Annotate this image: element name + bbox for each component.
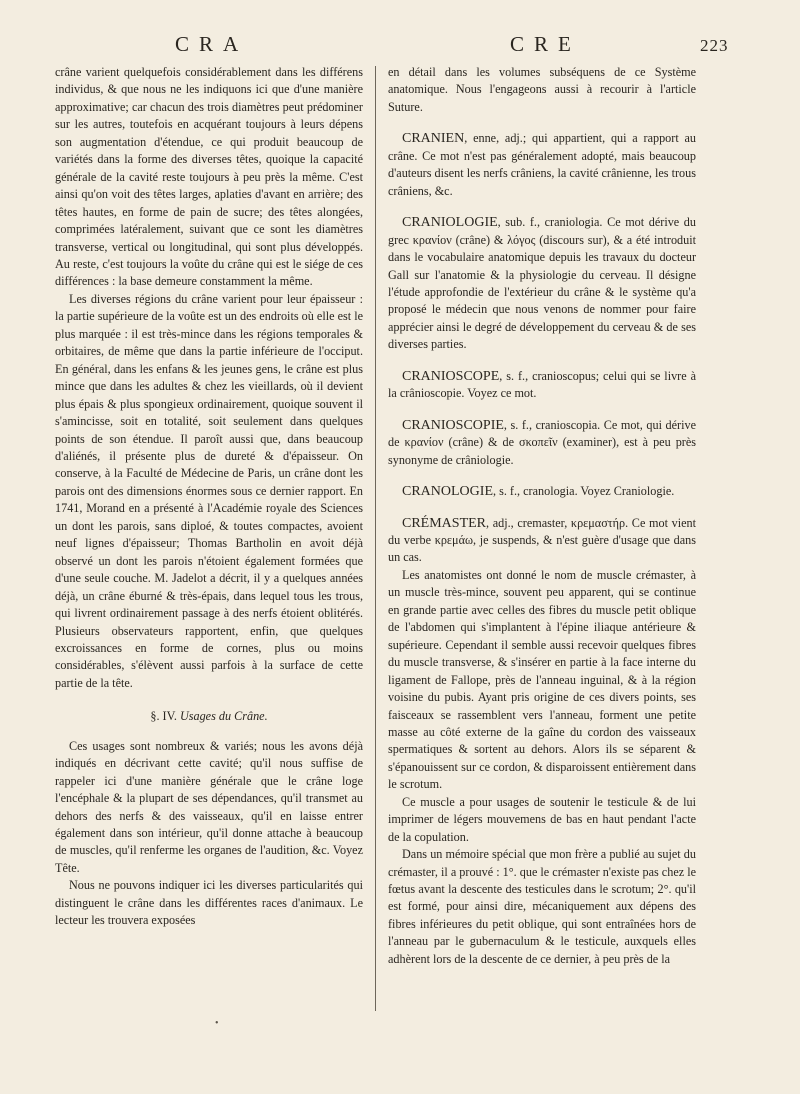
paragraph: Les diverses régions du crâne varient pour leur épaisseur : la partie supérieure de la voûte est un des endroits où elle est le plus marquée : il est très-mince dans les régions temporales & orbitaires, de même que dans la partie inférieure de l'occiput. En général, dans les enfans & les jeunes gens, le crâne est plus mince que dans les adultes & chez les vieillards, où il devient plus épais & plus spongieux ordinairement, quoique souvent il s'amincisse, soit en totalité, soit seulement dans quelques points de son étendue. Il paroît aussi que, dans beaucoup d'aliénés, il présente plus de dureté & d'épaisseur. On conserve, à la Faculté de Médecine de Paris, un crâne dont les parois ont des dimensions énormes sous ce dernier rapport. En 1741, Morand en a présenté à l'Académie royale des Sciences un dont les parois, sans diploé, & toutes compactes, avoient neuf lignes d'épaisseur; Thomas Bartholin en avoit déjà observé un dont les parois n'étoient également formées que d'une seule couche. M. Jadelot a décrit, il y a quelques années déjà, un crâne éburné & très-épais, dans lequel tous les trous, qui livrent ordinairement passage à des nerfs étoient oblitérés. Plusieurs observateurs rapportent, enfin, que quelques excroissances en forme de cornes, plus ou moins considérables, s'élèvent aussi parfois à la surface de cette partie de la tête. <box>55 291 363 690</box>
dictionary-entry-cranologie <box>388 483 696 500</box>
dictionary-entry-cranien <box>388 130 696 200</box>
paragraph: en détail dans les volumes subséquens de ce Système anatomique. Nous l'engageons aussi à recourir à l'article Suture. <box>388 65 696 114</box>
section-heading <box>55 708 363 725</box>
paragraph: Les anatomistes ont donné le nom de muscle crémaster, à un muscle très-mince, souvent peu apparent, qui se continue en grande partie avec celles des fibres du muscle petit oblique de l'abdomen qui s'implantent à l'épine iliaque antérieure & supérieure. Cependant il semble aussi recevoir quelques fibres du muscle transverse, & s'insérer en partie à la face interne du ligament de Fallope, près de l'anneau inguinal, & à la région voisine du pubis. Ayant pris origine de ces divers points, ses faisceaux se rassemblent vers l'anneau, forment une petite masse au côté externe de la gaîne du cordon des vaisseaux spermatiques & sortent au dehors. Alors ils se séparent & s'épanouissent sur ce cordon, & disparoissent entièrement dans le scrotum. <box>388 567 696 792</box>
dictionary-entry-craniologie <box>388 214 696 354</box>
paragraph: Ces usages sont nombreux & variés; nous les avons déjà indiqués en décrivant cette cavité; qu'il nous suffise de rappeler ici d'une manière générale que le crâne loge l'encéphale & la plupart de ses dépendances, qu'il transmet au dehors des nerfs & des vaisseaux, qu'il en laisse entrer également dans son intérieur, qu'il donne attache à beaucoup de muscles, qu'il renferme les organes de l'audition, &c. Voyez Tête. <box>55 738 363 875</box>
headword: CRANIOLOGIE <box>402 215 498 231</box>
paragraph: Dans un mémoire spécial que mon frère a publié au sujet du crémaster, il a prouvé : 1°. que le crémaster n'existe pas chez le fœtus avant la descente des testicules dans le scrotum; 2°. qu'il est formé, pour ainsi dire, mécaniquement aux dépens des fibres inférieures du petit oblique, qui sont entraînées hors de l'anneau par le gubernaculum & le testicule, auxquels elles adhèrent lors de la descente de ce dernier, à peu près de la <box>388 847 696 966</box>
entry-text: , s. f., cranologia. Voyez Craniologie. <box>493 484 675 499</box>
page-number: 223 <box>700 36 729 55</box>
paragraph: Ce muscle a pour usages de soutenir le testicule & de lui imprimer de légers mouvemens de bas en haut pendant l'acte de la copulation. <box>388 794 696 844</box>
section-title: Usages du Crâne. <box>179 709 268 724</box>
running-header <box>0 32 800 62</box>
right-column <box>388 64 696 968</box>
headword: CRÉMASTER <box>402 515 487 531</box>
header-left-word: CRA <box>175 32 249 56</box>
footer-mark: • <box>215 1018 219 1029</box>
entry-text: , enne, adj.; qui appartient, qui a rapport au crâne. Ce mot n'est pas généralement adopté, mais beaucoup d'auteurs disent les nerfs crâniens, la cavité crânienne, les trous crâniens, &c. <box>388 131 696 198</box>
paragraph: crâne varient quelquefois considérablement dans les différens individus, & que nous ne les indiquons ici que d'une manière approximative; car chacun des trois diamètres peut prédominer sur les autres, toutefois en acquérant toujours à leurs dépens son augmentation d'étendue, ce qui produit beaucoup de variétés dans la forme des diverses têtes, quoique la capacité générale de la cavité reste toujours à peu près la même. C'est ainsi qu'on voit des têtes larges, aplaties d'avant en arrière; des têtes hautes, en forme de pain de sucre; des têtes alongées, comprimées latéralement, suivant que ce sont les diamètres transverse, vertical ou longitudinal, qui sont plus développés. Au reste, c'est toujours la voûte du crâne qui est le siége de ces différences : la base demeure constamment la même. <box>55 65 363 289</box>
section-number: §. IV. <box>150 709 180 724</box>
headword: CRANIOSCOPE <box>402 368 500 384</box>
entry-text: , sub. f., craniologia. Ce mot dérive du grec κρανίον (crâne) & λόγος (discours sur), & a été introduit dans le vocabulaire anatomique depuis les travaux du docteur Gall sur l'anatomie & la physiologie du cerveau. Il désigne l'étude approfondie de l'extérieur du crâne & le système qu'a proposé le médecin que nous venons de nommer pour faire apprécier ainsi le degré de développement du cerveau & de ses diverses parties. <box>388 215 696 352</box>
headword: CRANIEN <box>402 131 465 147</box>
dictionary-entry-cranioscopie <box>388 417 696 469</box>
column-divider <box>375 66 376 1011</box>
dictionary-entry-cranioscope <box>388 368 696 403</box>
header-right-word: CRE <box>510 32 581 56</box>
entry-text: , s. f., cranioscopus; celui qui se livre à la crânioscopie. Voyez ce mot. <box>388 368 696 401</box>
dictionary-entry-cremaster <box>388 515 696 567</box>
paragraph: Nous ne pouvons indiquer ici les diverses particularités qui distinguent le crâne dans les différentes races d'animaux. Le lecteur les trouvera exposées <box>55 878 363 928</box>
entry-text: , adj., cremaster, κρεμαστήρ. Ce mot vient du verbe κρεμάω, je suspends, & n'est guère d'usage que dans un cas. <box>388 515 696 565</box>
headword: CRANIOSCOPIE <box>402 417 504 433</box>
headword: CRANOLOGIE <box>402 484 493 500</box>
entry-text: , s. f., cranioscopia. Ce mot, qui dérive de κρανίον (crâne) & de σκοπεῖν (examiner), est à peu près synonyme de crâniologie. <box>388 417 696 467</box>
left-column <box>55 64 363 930</box>
